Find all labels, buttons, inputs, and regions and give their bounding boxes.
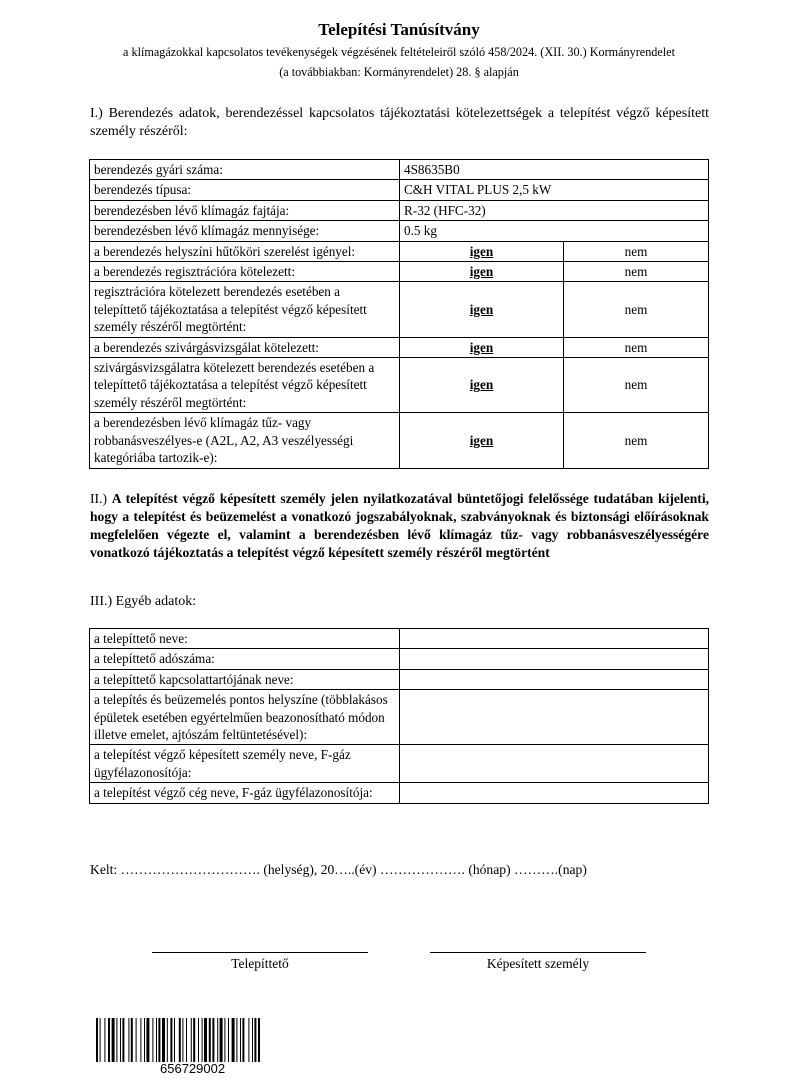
table-row — [90, 649, 709, 669]
table-row — [90, 783, 709, 803]
barcode-bar — [236, 1018, 237, 1062]
barcode-bar — [108, 1018, 110, 1062]
barcode-bar — [104, 1018, 105, 1062]
barcode-bar — [182, 1018, 183, 1062]
yes-option: igen — [400, 282, 564, 337]
barcode-bar — [242, 1018, 244, 1062]
signature-label-right: Képesített személy — [486, 956, 590, 971]
barcode-bar — [198, 1018, 199, 1062]
barcode-bar — [220, 1018, 223, 1062]
date-place-line: Kelt: …………………………. (helység), 20…..(év) ………………. (hónap) ……….(nap) — [90, 862, 587, 877]
barcode-bar — [136, 1018, 137, 1062]
row-label: regisztrációra kötelezett berendezés esetében a telepíttető tájékoztatása a telepítést végző képesített személy részéről megtörtént: — [90, 282, 400, 337]
table-row — [90, 241, 709, 261]
gas-type-value: R-32 (HFC-32) — [400, 200, 709, 220]
section-2-prefix: II.) — [90, 491, 107, 506]
row-label: a telepíttető neve: — [90, 629, 400, 649]
table-row — [90, 358, 709, 413]
barcode-bar — [217, 1018, 218, 1062]
signature-label-left: Telepíttető — [231, 956, 289, 971]
row-label: a telepíttető kapcsolattartójának neve: — [90, 669, 400, 689]
no-option: nem — [564, 358, 709, 413]
barcode-bar — [228, 1018, 229, 1062]
barcode-bar — [144, 1018, 145, 1062]
barcode-bar — [112, 1018, 115, 1062]
barcode-bar — [162, 1018, 165, 1062]
document-title: Telepítési Tanúsítvány — [318, 20, 480, 39]
row-label: a berendezés regisztrációra kötelezett: — [90, 262, 400, 282]
subtitle-line-1: a klímagázokkal kapcsolatos tevékenységek végzésének feltételeiről szóló 458/2024. (XII. 30.) Kormányrendelet — [123, 45, 675, 59]
barcode-bar — [209, 1018, 211, 1062]
row-label: a berendezésben lévő klímagáz tűz- vagy robbanásveszélyes-e (A2L, A2, A3 veszélyességi kategóriába tartozik-e): — [90, 413, 400, 468]
barcode-bar — [146, 1018, 149, 1062]
barcode-bar — [202, 1018, 203, 1062]
equipment-table — [89, 159, 709, 469]
location-value — [400, 690, 709, 745]
yes-option: igen — [400, 241, 564, 261]
section-2-declaration — [90, 490, 709, 562]
section-2-text: A telepítést végző képesített személy jelen nyilatkozatával büntetőjogi felelőssége tudatában kijelenti, hogy a telepítést és beüzemelést a vonatkozó jogszabályoknak, szabványoknak és biztonsági előírásoknak megfelelően végezte el, valamint a berendezésben lévő klímagáz tűz- vagy robbanásveszélyességére vonatkozó tájékoztatás a telepítést végző képesített személy részéről megtörtént — [90, 491, 709, 560]
barcode-bar — [158, 1018, 160, 1062]
installer-person-value — [400, 745, 709, 783]
barcode-bar — [116, 1018, 117, 1062]
table-row — [90, 669, 709, 689]
barcode-bar — [232, 1018, 235, 1062]
row-label: a telepíttető adószáma: — [90, 649, 400, 669]
table-row — [90, 180, 709, 200]
document-subtitle — [60, 42, 738, 82]
row-label: berendezésben lévő klímagáz mennyisége: — [90, 221, 400, 241]
barcode-image — [96, 1018, 306, 1062]
row-label: a telepítés és beüzemelés pontos helyszíne (többlakásos épületek esetében egyértelműen beazonosítható módon illetve emelet, ajtószám feltüntetésével): — [90, 690, 400, 745]
table-row — [90, 200, 709, 220]
row-label: berendezés gyári száma: — [90, 160, 400, 180]
row-label: a telepítést végző képesített személy neve, F-gáz ügyfélazonosítója: — [90, 745, 400, 783]
table-row — [90, 282, 709, 337]
barcode-bar — [128, 1018, 129, 1062]
barcode-bar — [248, 1018, 249, 1062]
barcode-bar — [174, 1018, 175, 1062]
table-row — [90, 413, 709, 468]
yes-option: igen — [400, 337, 564, 357]
no-option: nem — [564, 282, 709, 337]
row-label: berendezésben lévő klímagáz fajtája: — [90, 200, 400, 220]
client-tax-number-value — [400, 649, 709, 669]
row-label: berendezés típusa: — [90, 180, 400, 200]
installer-company-value — [400, 783, 709, 803]
no-option: nem — [564, 337, 709, 357]
section-1-heading: I.) Berendezés adatok, berendezéssel kapcsolatos tájékoztatási kötelezettségek a telepítést végző képesített személy részéről: — [90, 106, 709, 139]
row-label: a berendezés szivárgásvizsgálat kötelezett: — [90, 337, 400, 357]
barcode-bar — [186, 1018, 187, 1062]
barcode-bar — [152, 1018, 153, 1062]
barcode-bar — [224, 1018, 225, 1062]
barcode-bar — [131, 1018, 133, 1062]
table-row — [90, 262, 709, 282]
table-row — [90, 690, 709, 745]
barcode-number: 656729002 — [160, 1061, 226, 1076]
gas-amount-value: 0.5 kg — [400, 221, 709, 241]
barcode-bar — [122, 1018, 124, 1062]
table-row — [90, 221, 709, 241]
table-row — [90, 160, 709, 180]
contact-name-value — [400, 669, 709, 689]
no-option: nem — [564, 241, 709, 261]
table-row — [90, 745, 709, 783]
other-data-table — [89, 628, 709, 804]
barcode-bar — [252, 1018, 253, 1062]
barcode-bar — [258, 1018, 260, 1062]
barcode-bar — [170, 1018, 172, 1062]
barcode-bar — [167, 1018, 168, 1062]
table-row — [90, 629, 709, 649]
barcode-bar — [254, 1018, 256, 1062]
barcode-bar — [179, 1018, 181, 1062]
yes-option: igen — [400, 262, 564, 282]
signature-line-left — [152, 952, 368, 953]
serial-number-value: 4S8635B0 — [400, 160, 709, 180]
barcode-bar — [212, 1018, 214, 1062]
row-label: a telepítést végző cég neve, F-gáz ügyfélazonosítója: — [90, 783, 400, 803]
equipment-type-value: C&H VITAL PLUS 2,5 kW — [400, 180, 709, 200]
no-option: nem — [564, 262, 709, 282]
yes-option: igen — [400, 358, 564, 413]
section-3-heading: III.) Egyéb adatok: — [90, 594, 197, 609]
signature-line-right — [430, 952, 646, 953]
barcode-bar — [96, 1018, 98, 1062]
row-label: szivárgásvizsgálatra kötelezett berendezés esetében a telepíttető tájékoztatása a telepítést végző képesített személy részéről megtörtént: — [90, 358, 400, 413]
barcode-bar — [204, 1018, 207, 1062]
client-name-value — [400, 629, 709, 649]
subtitle-line-2: (a továbbiakban: Kormányrendelet) 28. § alapján — [279, 65, 519, 79]
barcode-bar — [156, 1018, 157, 1062]
table-row — [90, 337, 709, 357]
row-label: a berendezés helyszíni hűtőköri szerelést igényel: — [90, 241, 400, 261]
barcode-bar — [193, 1018, 195, 1062]
barcode-bar — [100, 1018, 101, 1062]
barcode-bar — [120, 1018, 121, 1062]
barcode-bar — [140, 1018, 141, 1062]
no-option: nem — [564, 413, 709, 468]
yes-option: igen — [400, 413, 564, 468]
barcode-bar — [240, 1018, 241, 1062]
barcode-bar — [191, 1018, 192, 1062]
